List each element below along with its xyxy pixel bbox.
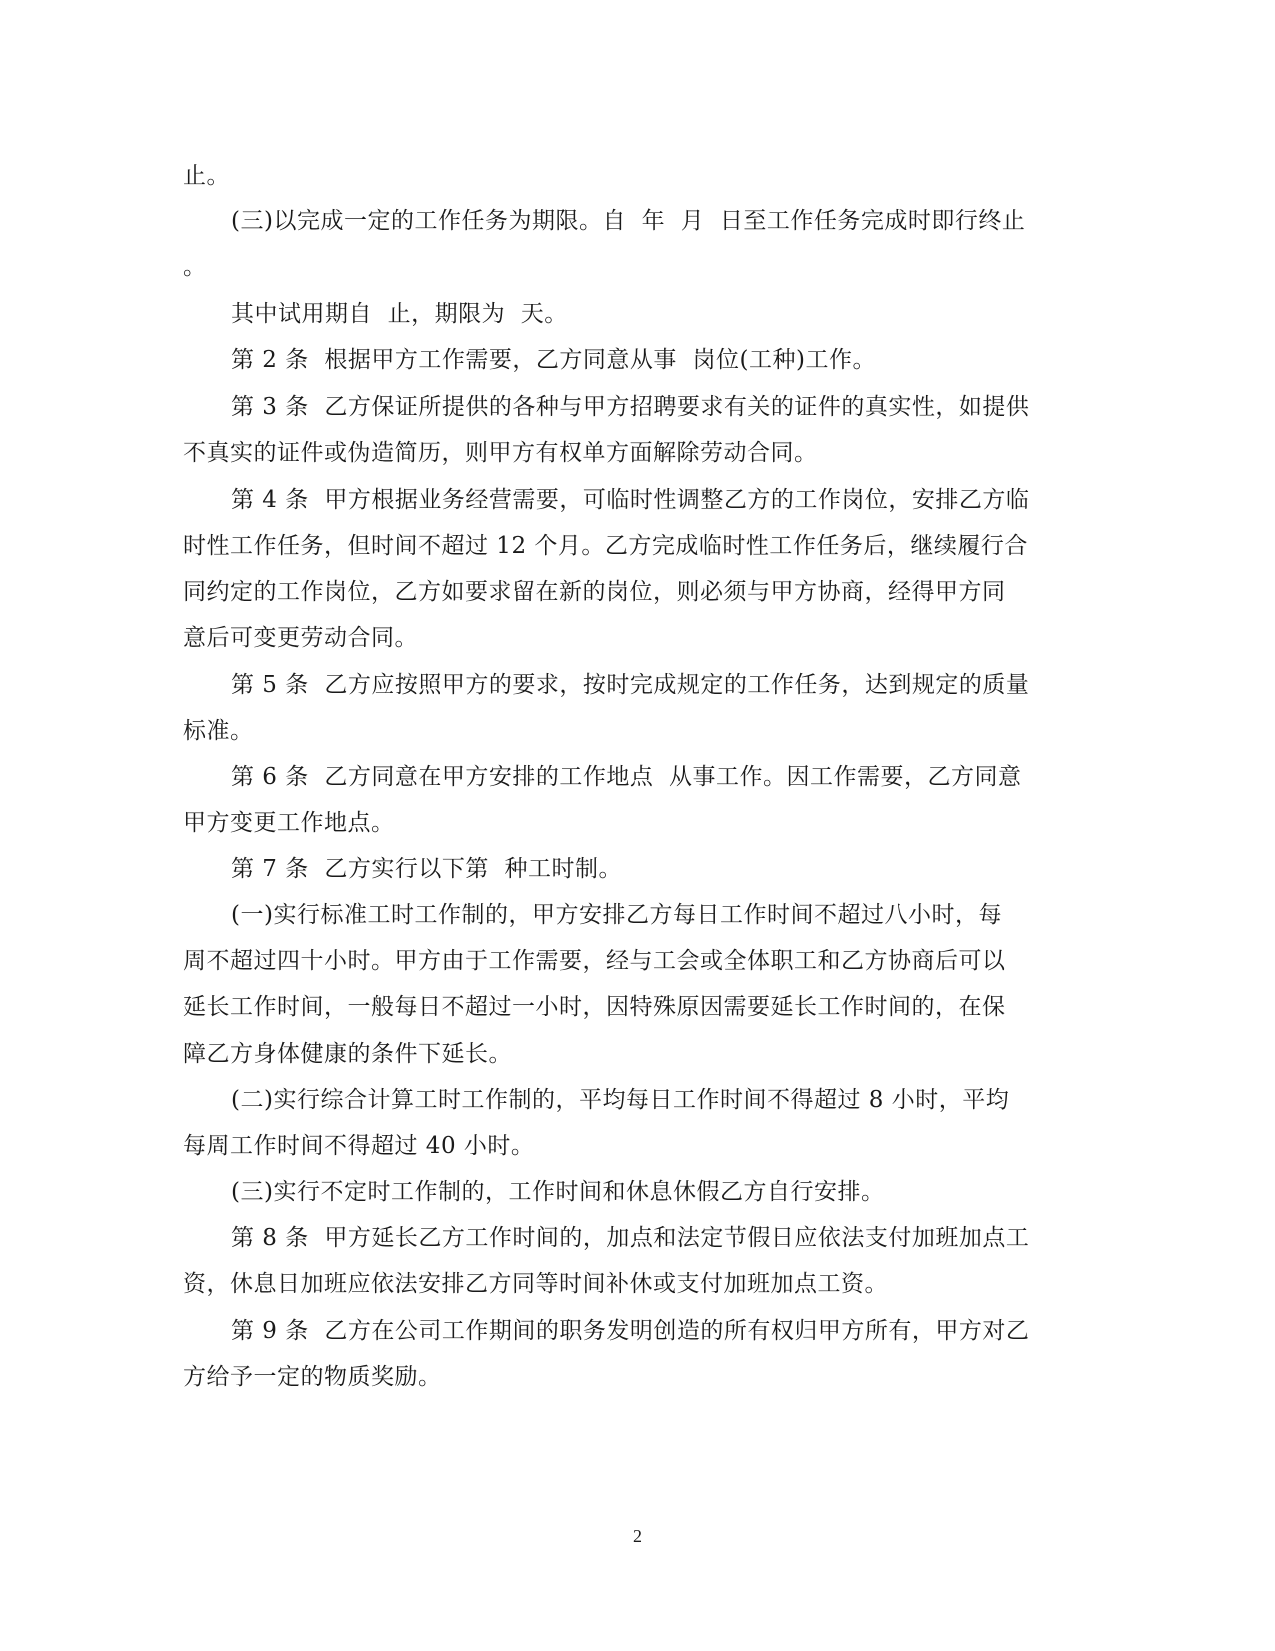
- text-line: 不真实的证件或伪造简历，则甲方有权单方面解除劳动合同。: [183, 440, 818, 466]
- text-line: 第 4 条 甲方根据业务经营需要，可临时性调整乙方的工作岗位，安排乙方临: [231, 487, 1030, 513]
- text-line: 意后可变更劳动合同。: [183, 625, 418, 651]
- text-line: 周不超过四十小时。甲方由于工作需要，经与工会或全体职工和乙方协商后可以: [183, 948, 1006, 974]
- text-line: 止。: [183, 163, 230, 189]
- text-line: 第 6 条 乙方同意在甲方安排的工作地点 从事工作。因工作需要，乙方同意: [231, 764, 1022, 790]
- text-line: 第 5 条 乙方应按照甲方的要求，按时完成规定的工作任务，达到规定的质量: [231, 672, 1030, 698]
- text-line: 障乙方身体健康的条件下延长。: [183, 1041, 512, 1067]
- text-line: 甲方变更工作地点。: [183, 810, 395, 836]
- text-line: 时性工作任务，但时间不超过 12 个月。乙方完成临时性工作任务后，继续履行合: [183, 533, 1028, 559]
- text-line: 第 2 条 根据甲方工作需要，乙方同意从事 岗位(工种)工作。: [231, 347, 876, 373]
- text-line: (二)实行综合计算工时工作制的，平均每日工作时间不得超过 8 小时，平均: [231, 1087, 1010, 1113]
- text-line: 第 8 条 甲方延长乙方工作时间的，加点和法定节假日应依法支付加班加点工: [231, 1225, 1030, 1251]
- text-line: 每周工作时间不得超过 40 小时。: [183, 1133, 535, 1159]
- text-line: (三)以完成一定的工作任务为期限。自 年 月 日至工作任务完成时即行终止: [231, 208, 1026, 234]
- text-line: 第 9 条 乙方在公司工作期间的职务发明创造的所有权归甲方所有，甲方对乙: [231, 1318, 1030, 1344]
- text-line: (一)实行标准工时工作制的，甲方安排乙方每日工作时间不超过八小时，每: [231, 902, 1002, 928]
- text-line: 标准。: [183, 718, 254, 744]
- text-line: (三)实行不定时工作制的，工作时间和休息休假乙方自行安排。: [231, 1179, 885, 1205]
- text-line: 第 7 条 乙方实行以下第 种工时制。: [231, 856, 622, 882]
- text-line: 资，休息日加班应依法安排乙方同等时间补休或支付加班加点工资。: [183, 1271, 888, 1297]
- text-line: 。: [183, 254, 207, 280]
- text-line: 同约定的工作岗位，乙方如要求留在新的岗位，则必须与甲方协商，经得甲方同: [183, 579, 1006, 605]
- text-line: 其中试用期自 止，期限为 天。: [231, 301, 568, 327]
- page-number: 2: [633, 1526, 642, 1546]
- text-line: 第 3 条 乙方保证所提供的各种与甲方招聘要求有关的证件的真实性，如提供: [231, 394, 1030, 420]
- text-line: 延长工作时间，一般每日不超过一小时，因特殊原因需要延长工作时间的，在保: [183, 994, 1006, 1020]
- text-line: 方给予一定的物质奖励。: [183, 1364, 442, 1390]
